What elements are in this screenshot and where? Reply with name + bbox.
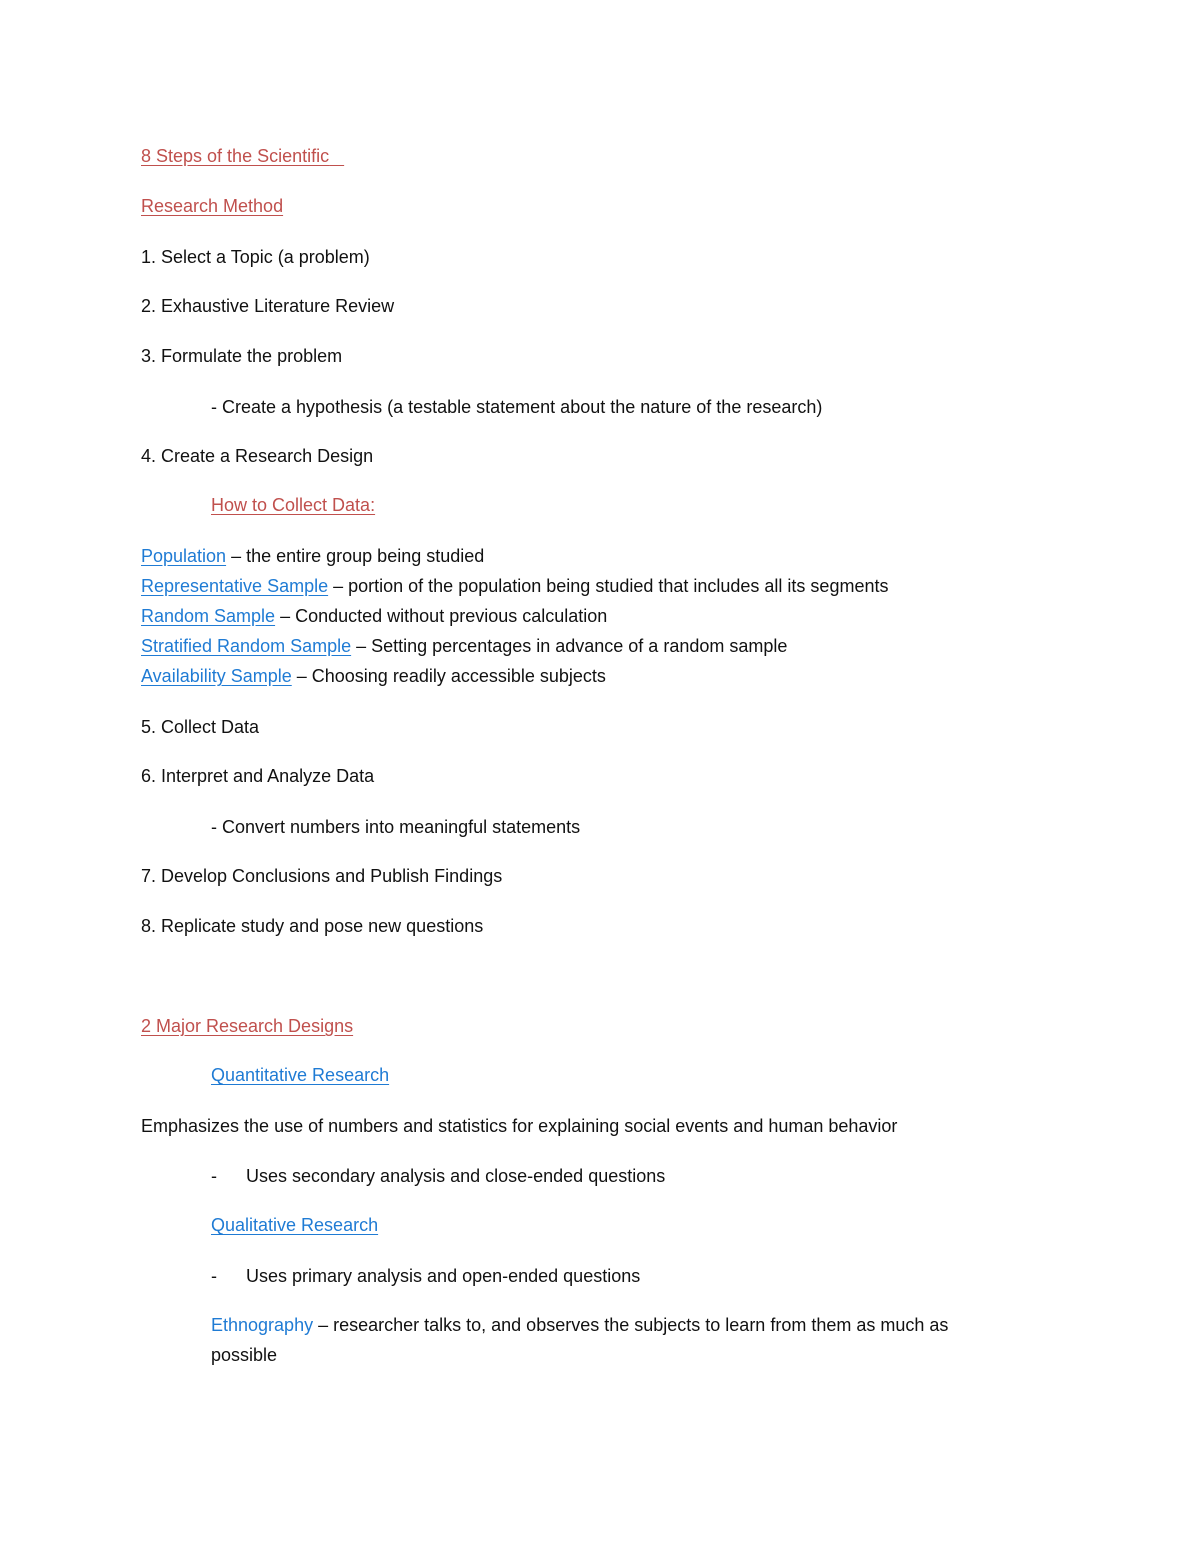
quantitative-bullet: Uses secondary analysis and close-ended questions [246,1166,666,1186]
step-number: 8. [141,916,157,936]
definition-term: Random Sample [141,606,276,626]
step-6 [141,765,374,787]
definition-term: Availability Sample [141,666,292,686]
step-text: Formulate the problem [156,346,343,366]
step-number: 7. [141,866,157,886]
qualitative-bullet-mark: - [211,1266,217,1286]
definition-desc: – Conducted without previous calculation [275,606,608,626]
definition-desc: – the entire group being studied [226,546,485,566]
heading-line-1: 8 Steps of the Scientific [141,146,330,166]
quantitative-bullet-mark: - [211,1166,217,1186]
step-4 [141,445,373,467]
step-3 [141,345,342,367]
step-1 [141,246,370,268]
step-2 [141,295,394,317]
ethnography-term: Ethnography [211,1315,314,1335]
definition-row [141,665,606,687]
collect-data-heading: How to Collect Data: [211,495,376,515]
definition-row [141,635,787,657]
quantitative-desc: Emphasizes the use of numbers and statistics for explaining social events and human behavior [141,1116,898,1136]
definition-term: Representative Sample [141,576,329,596]
step-number: 5. [141,717,157,737]
step-text: Interpret and Analyze Data [156,766,375,786]
step-number: 1. [141,247,157,267]
step-number: 4. [141,446,157,466]
step-5 [141,716,259,738]
designs-heading: 2 Major Research Designs [141,1016,354,1036]
qualitative-bullet: Uses primary analysis and open-ended questions [246,1266,641,1286]
step-3-sub: - Create a hypothesis (a testable statement about the nature of the research) [211,397,823,417]
step-number: 2. [141,296,157,316]
step-text: Exhaustive Literature Review [156,296,395,316]
step-text: Select a Topic (a problem) [156,247,370,267]
heading-line-2: Research Method [141,196,284,216]
definition-row [141,575,888,597]
step-8 [141,915,483,937]
step-text: Develop Conclusions and Publish Findings [156,866,503,886]
definition-row [141,605,607,627]
definition-term: Population [141,546,227,566]
quantitative-title: Quantitative Research [211,1065,390,1085]
step-text: Collect Data [156,717,260,737]
step-text: Create a Research Design [156,446,374,466]
qualitative-title: Qualitative Research [211,1215,379,1235]
ethnography-desc: – researcher talks to, and observes the subjects to learn from them as much as [313,1315,949,1335]
definition-desc: – portion of the population being studied that includes all its segments [328,576,889,596]
definition-desc: – Choosing readily accessible subjects [291,666,606,686]
step-number: 3. [141,346,157,366]
ethnography-row [211,1314,948,1336]
definition-row [141,545,484,567]
step-6-sub: - Convert numbers into meaningful statements [211,817,581,837]
definition-term: Stratified Random Sample [141,636,352,656]
step-number: 6. [141,766,157,786]
step-text: Replicate study and pose new questions [156,916,484,936]
step-7 [141,865,502,887]
ethnography-desc-cont: possible [211,1345,278,1365]
definition-desc: – Setting percentages in advance of a random sample [351,636,788,656]
